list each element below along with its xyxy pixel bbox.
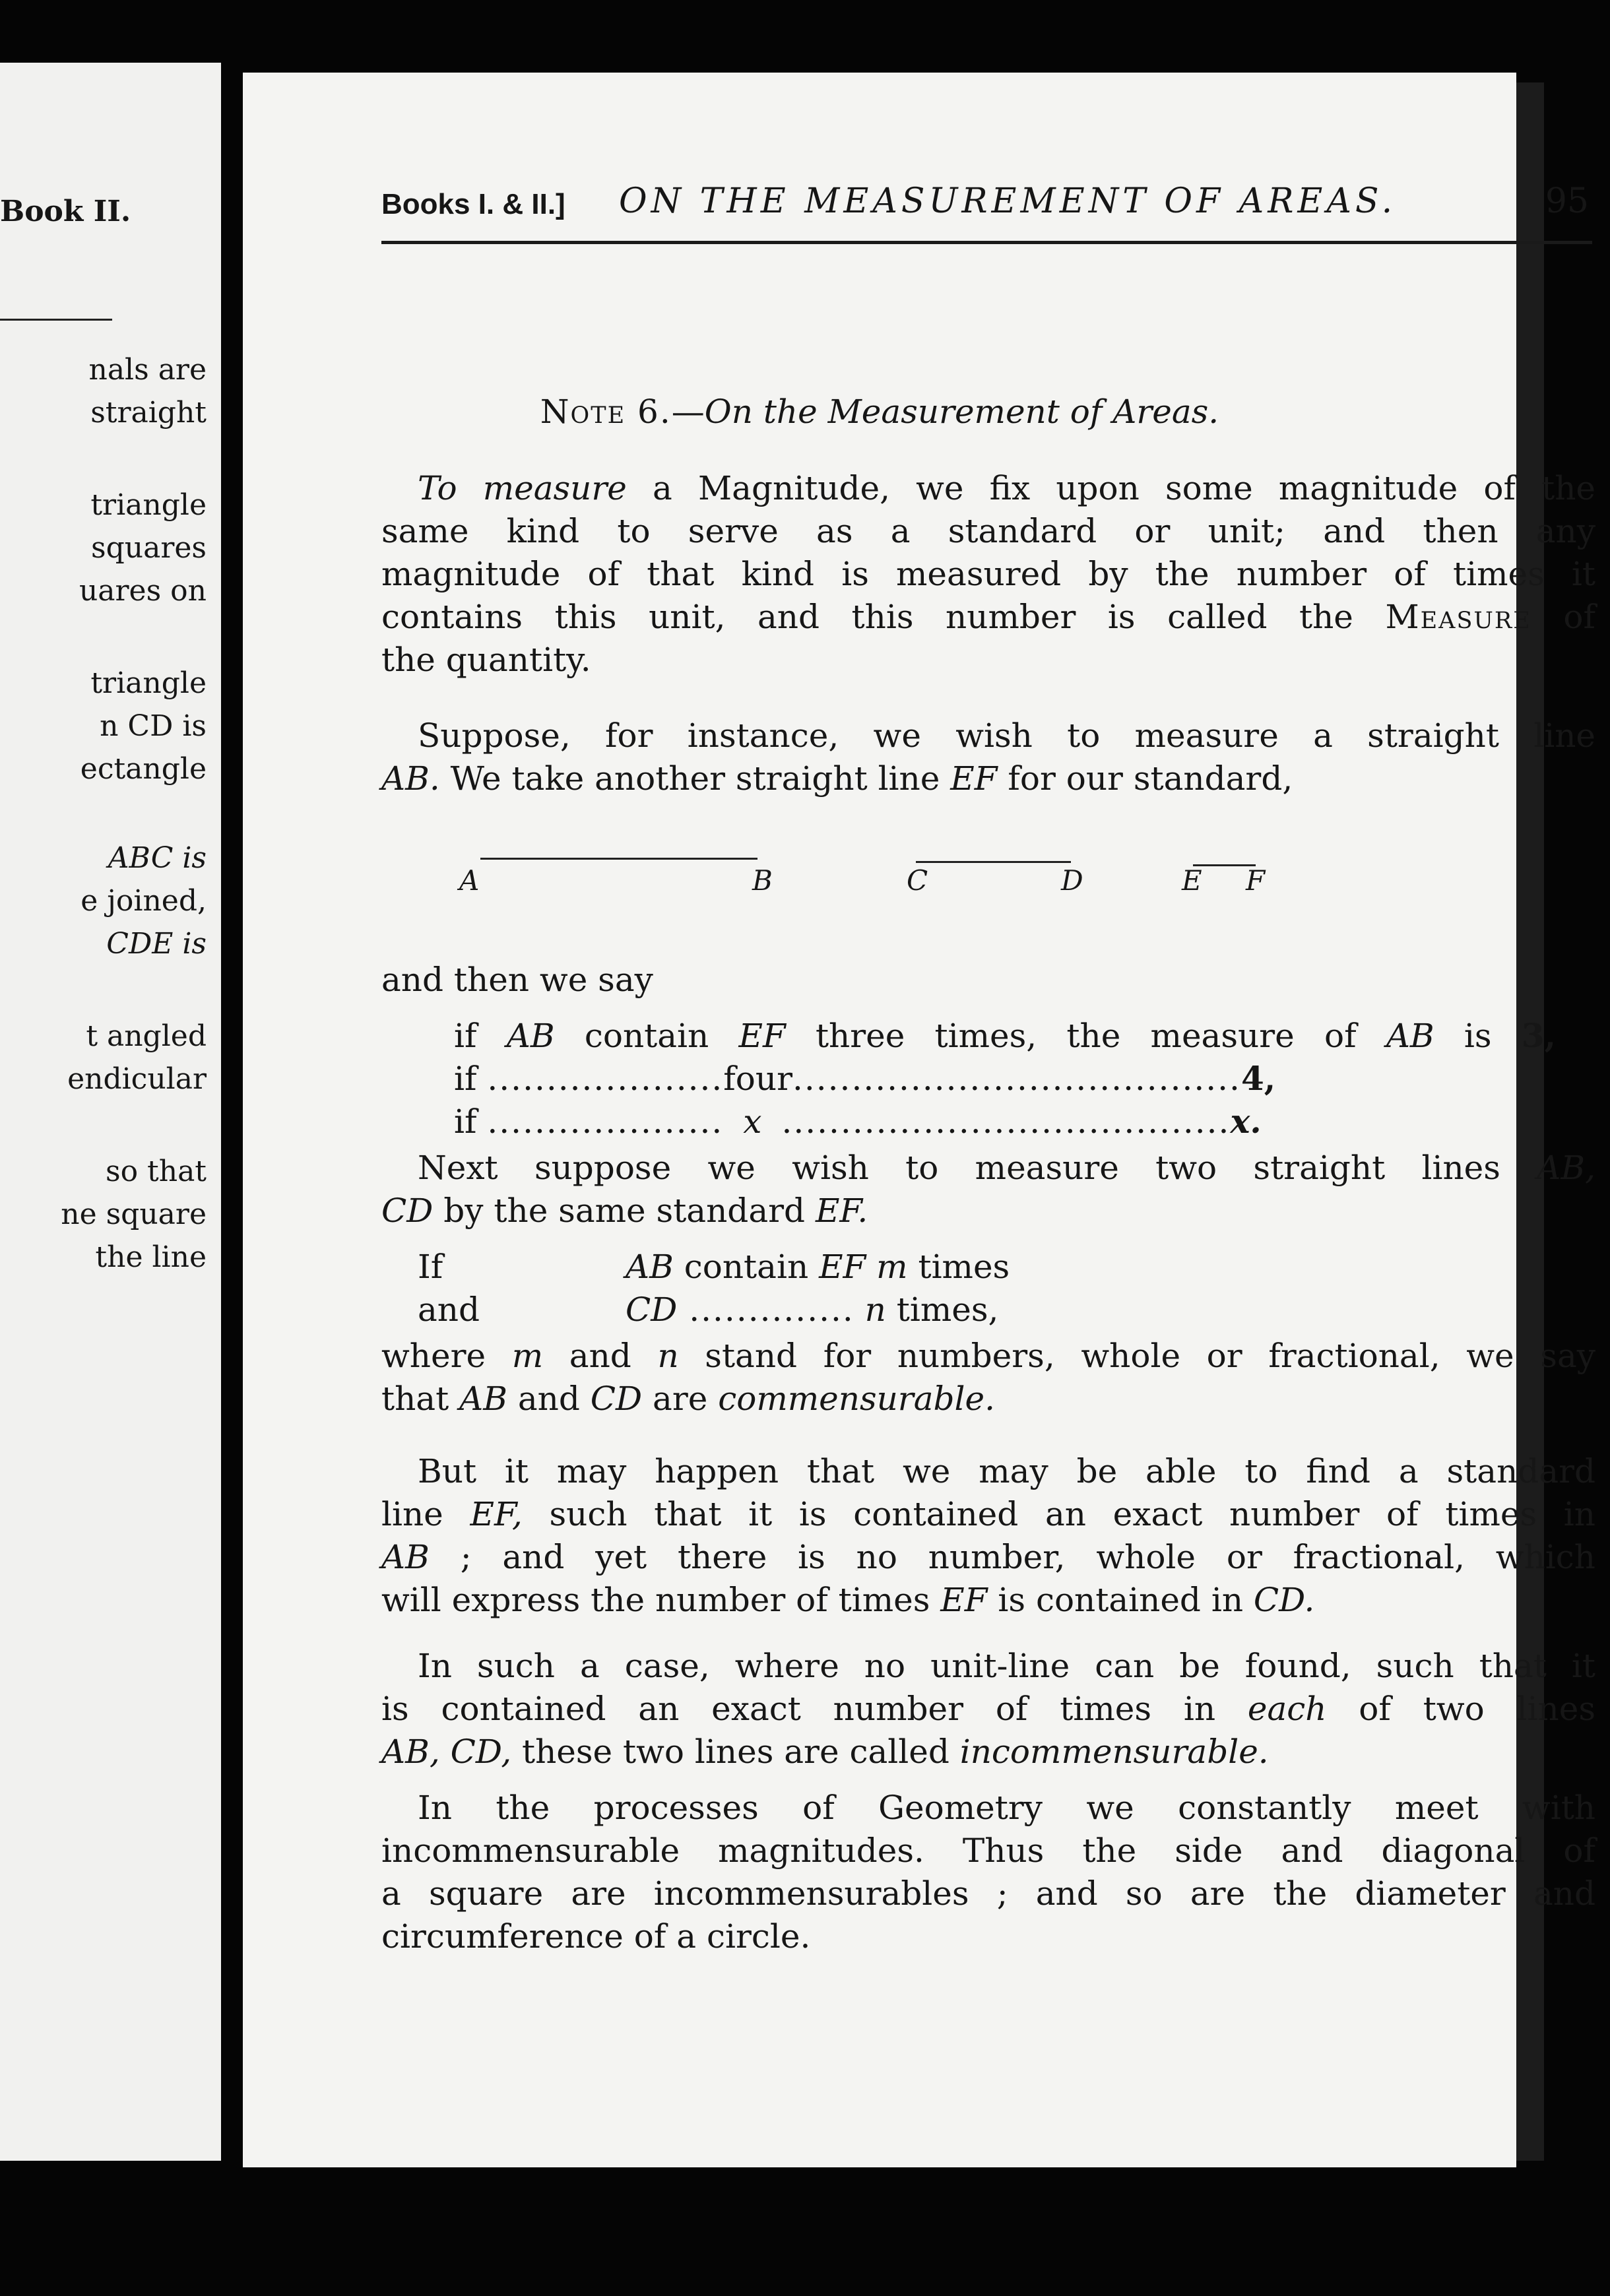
paragraph-line: circumference of a circle. xyxy=(381,1917,811,1956)
left-line: triangle xyxy=(90,666,207,700)
left-line: endicular xyxy=(67,1062,207,1096)
left-line: ne square xyxy=(61,1197,207,1231)
left-line: ABC is xyxy=(108,841,207,875)
paragraph-line: where m and n stand for numbers, whole or fractional, we say xyxy=(381,1337,1596,1375)
note-subtitle: On the Measurement of Areas. xyxy=(704,393,1219,431)
point-label-f: F xyxy=(1246,864,1266,897)
paragraph-line: AB ; and yet there is no number, whole or fractional, which xyxy=(381,1538,1595,1576)
paragraph-line: Next suppose we wish to measure two straight lines AB, xyxy=(418,1149,1595,1187)
left-line: straight xyxy=(90,396,207,430)
note-label: Note 6. xyxy=(540,393,672,431)
paragraph-line: Suppose, for instance, we wish to measure a straight line xyxy=(418,717,1595,755)
paragraph-line: CD by the same standard EF. xyxy=(381,1192,868,1230)
and-label: and xyxy=(418,1291,480,1329)
paragraph-line: AB, CD, these two lines are called incommensurable. xyxy=(381,1733,1269,1771)
left-line: so that xyxy=(106,1155,207,1188)
left-line: e joined, xyxy=(80,884,207,918)
paragraph-line: same kind to serve as a standard or unit; and then any xyxy=(381,512,1595,550)
measure-row: if .................... x ......................................x. xyxy=(454,1102,1262,1141)
paragraph-line: that AB and CD are commensurable. xyxy=(381,1380,995,1418)
left-line: n CD is xyxy=(100,709,207,743)
left-line: uares on xyxy=(79,574,207,608)
header-rule xyxy=(381,241,1592,244)
point-label-b: B xyxy=(752,864,773,897)
page-number: 95 xyxy=(1545,181,1589,221)
left-line: nals are xyxy=(88,353,207,387)
if-label: If xyxy=(418,1248,443,1286)
left-running-head: Book II. xyxy=(0,195,131,228)
paragraph-line: is contained an exact number of times in each of two lines xyxy=(381,1690,1595,1728)
paragraph-line: will express the number of times EF is contained in CD. xyxy=(381,1581,1315,1619)
point-label-a: A xyxy=(459,864,480,897)
paragraph-line: the quantity. xyxy=(381,641,591,679)
segment-ab xyxy=(480,858,757,860)
page-title: ON THE MEASUREMENT OF AREAS. xyxy=(619,181,1397,221)
measure-row: if AB contain EF three times, the measure of AB is 3, xyxy=(454,1016,1557,1055)
paragraph-line: line EF, such that it is contained an exact number of times in xyxy=(381,1495,1595,1533)
note-dash: — xyxy=(671,393,705,431)
paragraph-line: In the processes of Geometry we constantly meet with xyxy=(418,1789,1595,1827)
paragraph-line: a square are incommensurables ; and so are the diameter and xyxy=(381,1874,1595,1913)
point-label-c: C xyxy=(907,864,928,897)
measure-row: if ....................four......................................4, xyxy=(454,1059,1276,1098)
paragraph-line: But it may happen that we may be able to find a standard xyxy=(418,1452,1595,1490)
left-line: CDE is xyxy=(106,927,207,961)
previous-page-fragment xyxy=(0,63,221,2161)
paragraph-line: incommensurable magnitudes. Thus the side and diagonal of xyxy=(381,1832,1595,1870)
segment-cd xyxy=(916,861,1071,863)
left-line: triangle xyxy=(90,488,207,522)
paragraph-line: contains this unit, and this number is called the Measure of xyxy=(381,598,1595,636)
left-header-rule xyxy=(0,319,112,321)
paragraph-line: AB. We take another straight line EF for our standard, xyxy=(381,759,1293,798)
page-header xyxy=(381,181,1595,234)
book-page xyxy=(243,73,1596,2167)
condition-row: AB contain EF m times xyxy=(626,1248,1010,1286)
point-label-d: D xyxy=(1061,864,1083,897)
left-line: ectangle xyxy=(80,752,207,786)
point-label-e: E xyxy=(1182,864,1202,897)
paragraph-line: and then we say xyxy=(381,961,653,999)
paragraph-line: In such a case, where no unit-line can be found, such that it xyxy=(418,1647,1595,1685)
paragraph-line: To measure a Magnitude, we fix upon some magnitude of the xyxy=(418,469,1595,507)
left-line: squares xyxy=(91,531,207,565)
running-head: Books I. & II.] xyxy=(381,188,565,220)
left-line: t angled xyxy=(86,1019,207,1053)
left-line: the line xyxy=(95,1240,207,1274)
condition-row: CD .............. n times, xyxy=(626,1291,999,1329)
paragraph-line: magnitude of that kind is measured by the number of times it xyxy=(381,555,1595,593)
note-heading xyxy=(243,393,1516,431)
